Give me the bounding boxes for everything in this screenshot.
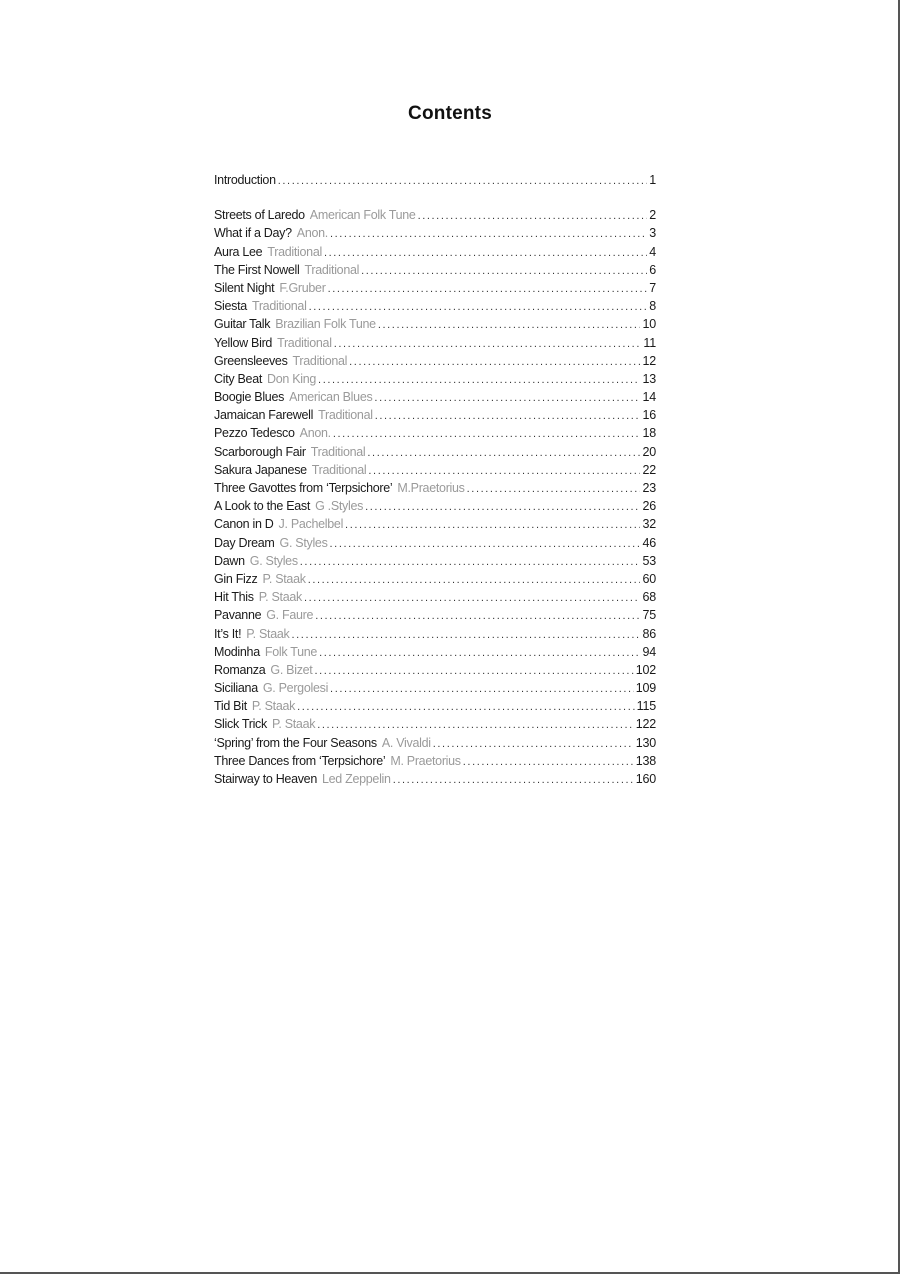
dot-leader <box>378 316 641 334</box>
dot-leader <box>309 298 648 316</box>
toc-entry <box>214 534 656 552</box>
entry-composer: P. Staak <box>246 626 290 641</box>
entry-title: City Beat <box>214 371 263 386</box>
toc-entry <box>214 443 656 461</box>
entry-composer: American Blues <box>289 390 373 405</box>
entry-page-number: 160 <box>635 772 656 786</box>
entry-title: Aura Lee <box>214 244 263 259</box>
entry-composer: Traditional <box>251 299 307 314</box>
entry-page-number: 75 <box>642 608 656 623</box>
entry-title: Three Dances from ‘Terpsichore’ <box>214 753 386 768</box>
entry-composer: Brazilian Folk Tune <box>275 317 376 332</box>
dot-leader <box>318 371 640 389</box>
dot-leader <box>324 244 647 262</box>
entry-title: Scarborough Fair <box>214 444 306 459</box>
entry-title: Stairway to Heaven <box>214 772 317 786</box>
entry-composer: G. Faure <box>266 608 314 623</box>
entry-page-number: 3 <box>649 226 656 241</box>
dot-leader <box>315 607 640 625</box>
entry-page-number: 130 <box>635 735 656 750</box>
toc-entry <box>214 243 656 261</box>
entry-page-number: 22 <box>642 462 656 477</box>
entry-composer: Anon. <box>299 426 331 441</box>
dot-leader <box>328 280 648 298</box>
entry-composer: P. Staak <box>271 717 316 732</box>
entry-page-number: 115 <box>636 699 656 714</box>
entry-title: Romanza <box>214 662 266 677</box>
entry-page-number: 102 <box>635 662 656 677</box>
entry-page-number: 2 <box>649 208 656 223</box>
entry-page-number: 1 <box>649 173 656 187</box>
toc-entry-introduction <box>214 171 656 189</box>
toc-entry-list <box>214 206 656 788</box>
toc-entry <box>214 334 656 352</box>
entry-composer: P. Staak <box>251 699 296 714</box>
entry-title: Boogie Blues <box>214 390 285 405</box>
entry-composer: Traditional <box>318 408 373 423</box>
entry-composer: Folk Tune <box>264 644 318 659</box>
toc-entry <box>214 679 656 697</box>
entry-composer: Traditional <box>267 244 322 259</box>
entry-title: Pezzo Tedesco <box>214 426 295 441</box>
entry-title: Dawn <box>214 553 245 568</box>
dot-leader <box>330 680 634 698</box>
entry-title: ‘Spring’ from the Four Seasons <box>214 735 377 750</box>
entry-title: Three Gavottes from ‘Terpsichore’ <box>214 481 393 495</box>
entry-page-number: 26 <box>642 499 656 514</box>
entry-title: Silent Night <box>214 280 275 295</box>
dot-leader <box>292 626 641 644</box>
entry-page-number: 8 <box>649 299 656 314</box>
entry-composer: Led Zeppelin <box>322 772 391 786</box>
dot-leader <box>300 553 641 571</box>
toc-entry <box>214 297 656 315</box>
toc-entry <box>214 388 656 406</box>
entry-composer: M. Praetorius <box>390 753 461 768</box>
entry-title: Greensleeves <box>214 353 288 368</box>
entry-composer: Traditional <box>292 353 348 368</box>
dot-leader <box>365 498 640 516</box>
entry-composer: Traditional <box>304 262 360 277</box>
entry-page-number: 14 <box>642 390 656 405</box>
toc-entry <box>214 606 656 624</box>
toc-entry <box>214 406 656 424</box>
entry-page-number: 6 <box>649 262 656 277</box>
dot-leader <box>467 480 641 498</box>
entry-title: Day Dream <box>214 535 275 550</box>
toc-entry <box>214 752 656 770</box>
dot-leader <box>375 407 641 425</box>
page-title: Contents <box>408 103 492 124</box>
dot-leader <box>345 516 640 534</box>
entry-title: Siciliana <box>214 681 258 696</box>
entry-page-number: 32 <box>642 517 656 532</box>
entry-page-number: 10 <box>642 317 656 332</box>
entry-page-number: 68 <box>642 590 656 605</box>
entry-title: The First Nowell <box>214 262 300 277</box>
entry-composer: P. Staak <box>258 590 302 605</box>
toc-entry <box>214 625 656 643</box>
dot-leader <box>330 225 647 243</box>
dot-leader <box>368 462 640 480</box>
dot-leader <box>463 753 634 771</box>
toc-entry <box>214 734 656 752</box>
dot-leader <box>319 644 640 662</box>
entry-page-number: 138 <box>635 753 656 768</box>
toc-entry <box>214 697 656 715</box>
entry-page-number: 23 <box>642 481 656 495</box>
table-of-contents <box>214 171 656 788</box>
dot-leader <box>278 172 648 190</box>
entry-page-number: 18 <box>642 426 656 441</box>
dot-leader <box>393 771 634 789</box>
dot-leader <box>334 335 642 353</box>
entry-composer: A. Vivaldi <box>381 735 431 750</box>
entry-page-number: 12 <box>642 353 656 368</box>
toc-entry <box>214 515 656 533</box>
entry-page-number: 7 <box>649 280 656 295</box>
entry-title: Siesta <box>214 299 247 314</box>
entry-page-number: 53 <box>642 553 656 568</box>
entry-composer: G. Bizet <box>270 662 313 677</box>
entry-title: A Look to the East <box>214 499 311 514</box>
entry-page-number: 122 <box>635 717 656 732</box>
toc-entry <box>214 279 656 297</box>
toc-entry <box>214 206 656 224</box>
dot-leader <box>330 535 641 553</box>
entry-title: What if a Day? <box>214 226 292 241</box>
dot-leader <box>304 589 640 607</box>
entry-page-number: 46 <box>642 535 656 550</box>
entry-title: Canon in D <box>214 517 274 532</box>
dot-leader <box>433 735 634 753</box>
dot-leader <box>349 353 640 371</box>
toc-entry <box>214 715 656 733</box>
entry-title: Streets of Laredo <box>214 208 305 223</box>
entry-composer: G. Styles <box>249 553 298 568</box>
entry-title: It’s It! <box>214 626 242 641</box>
dot-leader <box>374 389 640 407</box>
entry-title: Tid Bit <box>214 699 247 714</box>
dot-leader <box>418 207 648 225</box>
toc-entry <box>214 424 656 442</box>
entry-page-number: 20 <box>642 444 656 459</box>
entry-page-number: 4 <box>649 244 656 259</box>
toc-entry <box>214 352 656 370</box>
toc-entry <box>214 588 656 606</box>
entry-page-number: 94 <box>642 644 656 659</box>
entry-composer: F.Gruber <box>279 280 326 295</box>
entry-composer: American Folk Tune <box>309 208 416 223</box>
entry-composer: Traditional <box>310 444 366 459</box>
entry-composer: Traditional <box>311 462 367 477</box>
dot-leader <box>314 662 633 680</box>
entry-title: Slick Trick <box>214 717 267 732</box>
entry-title: Guitar Talk <box>214 317 271 332</box>
entry-title: Sakura Japanese <box>214 462 307 477</box>
toc-entry <box>214 479 656 497</box>
dot-leader <box>367 444 640 462</box>
dot-leader <box>297 698 635 716</box>
entry-composer: Traditional <box>277 335 332 350</box>
dot-leader <box>361 262 647 280</box>
toc-entry <box>214 224 656 242</box>
toc-entry <box>214 370 656 388</box>
toc-entry <box>214 570 656 588</box>
dot-leader <box>308 571 641 589</box>
dot-leader <box>317 716 634 734</box>
entry-page-number: 16 <box>642 408 656 423</box>
toc-entry <box>214 461 656 479</box>
entry-title: Pavanne <box>214 608 262 623</box>
toc-entry <box>214 497 656 515</box>
dot-leader <box>333 425 641 443</box>
entry-composer: G. Pergolesi <box>262 681 329 696</box>
entry-page-number: 60 <box>642 571 656 586</box>
entry-title: Modinha <box>214 644 260 659</box>
toc-entry <box>214 770 656 788</box>
entry-composer: G. Styles <box>279 535 328 550</box>
entry-composer: J. Pachelbel <box>278 517 344 532</box>
entry-title: Jamaican Farewell <box>214 408 314 423</box>
entry-page-number: 109 <box>635 681 656 696</box>
entry-page-number: 13 <box>642 371 656 386</box>
entry-composer: P. Staak <box>262 571 306 586</box>
toc-entry <box>214 315 656 333</box>
toc-entry <box>214 552 656 570</box>
entry-composer: Don King <box>267 371 317 386</box>
toc-entry <box>214 643 656 661</box>
toc-entry <box>214 661 656 679</box>
entry-title: Yellow Bird <box>214 335 273 350</box>
entry-page-number: 11 <box>643 335 656 350</box>
entry-title: Hit This <box>214 590 254 605</box>
entry-composer: Anon. <box>296 226 328 241</box>
entry-page-number: 86 <box>642 626 656 641</box>
entry-title: Gin Fizz <box>214 571 258 586</box>
entry-composer: G .Styles <box>315 499 364 514</box>
entry-title: Introduction <box>214 173 276 187</box>
entry-composer: M.Praetorius <box>397 481 465 495</box>
toc-entry <box>214 261 656 279</box>
